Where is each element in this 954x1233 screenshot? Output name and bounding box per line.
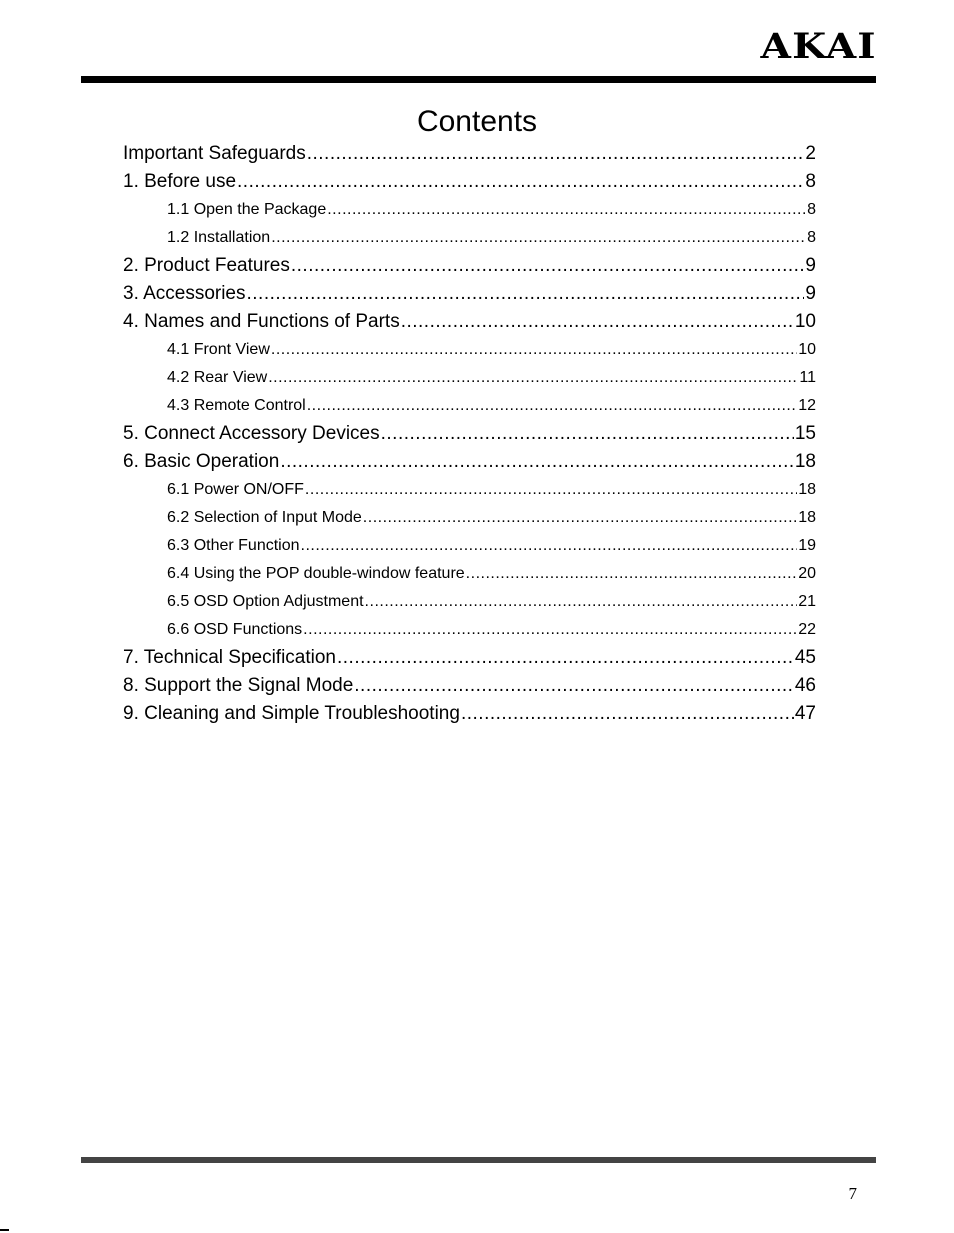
toc-dot-leader: [247, 280, 805, 308]
table-of-contents: [123, 140, 816, 728]
toc-dot-leader: [305, 476, 797, 504]
toc-entry-title: 1.1 Open the Package: [167, 201, 327, 218]
toc-dot-leader: [271, 336, 797, 364]
footer-rule: [81, 1157, 876, 1163]
toc-dot-leader: [301, 532, 798, 560]
toc-entry-page: 22: [798, 621, 816, 638]
page-title: Contents: [416, 105, 538, 138]
toc-entry-title: 1. Before use: [123, 171, 237, 192]
toc-dot-leader: [365, 588, 798, 616]
toc-subentry[interactable]: [123, 476, 816, 504]
page-number: 7: [848, 1184, 857, 1203]
toc-dot-leader: [461, 700, 794, 728]
toc-dot-leader: [466, 560, 798, 588]
toc-entry-page: 10: [798, 341, 816, 358]
toc-entry-title: 4.3 Remote Control: [167, 397, 306, 414]
toc-subentry[interactable]: [123, 504, 816, 532]
toc-subentry[interactable]: [123, 336, 816, 364]
toc-entry[interactable]: [123, 644, 816, 672]
toc-entry-title: 7. Technical Specification: [123, 647, 336, 668]
toc-dot-leader: [271, 224, 806, 252]
toc-dot-leader: [307, 392, 797, 420]
toc-subentry[interactable]: [123, 560, 816, 588]
toc-dot-leader: [354, 672, 794, 700]
toc-entry-page: 21: [798, 593, 816, 610]
toc-entry-title: 4. Names and Functions of Parts: [123, 311, 400, 332]
toc-dot-leader: [303, 616, 797, 644]
toc-entry[interactable]: [123, 168, 816, 196]
toc-dot-leader: [237, 168, 804, 196]
toc-entry-page: 10: [794, 311, 816, 332]
toc-entry-page: 19: [798, 537, 816, 554]
toc-dot-leader: [268, 364, 798, 392]
toc-entry-page: 8: [807, 229, 816, 246]
toc-entry-title: 9. Cleaning and Simple Troubleshooting: [123, 703, 460, 724]
toc-dot-leader: [291, 252, 805, 280]
toc-entry-page: 9: [805, 255, 816, 276]
toc-dot-leader: [307, 140, 805, 168]
toc-entry-page: 11: [799, 369, 816, 386]
toc-subentry[interactable]: [123, 364, 816, 392]
toc-entry[interactable]: [123, 672, 816, 700]
toc-entry-title: 6.6 OSD Functions: [167, 621, 303, 638]
toc-entry-title: 6. Basic Operation: [123, 451, 280, 472]
toc-dot-leader: [401, 308, 794, 336]
toc-dot-leader: [381, 420, 794, 448]
toc-entry-page: 47: [794, 703, 816, 724]
toc-dot-leader: [327, 196, 806, 224]
toc-entry[interactable]: [123, 308, 816, 336]
toc-entry-title: 8. Support the Signal Mode: [123, 675, 354, 696]
toc-dot-leader: [337, 644, 794, 672]
toc-entry-page: 8: [805, 171, 816, 192]
toc-entry[interactable]: [123, 700, 816, 728]
toc-entry-page: 18: [794, 451, 816, 472]
toc-entry-title: 3. Accessories: [123, 283, 246, 304]
corner-mark: [0, 1229, 9, 1231]
toc-entry[interactable]: [123, 420, 816, 448]
toc-dot-leader: [280, 448, 794, 476]
toc-entry-title: 6.5 OSD Option Adjustment: [167, 593, 364, 610]
toc-subentry[interactable]: [123, 588, 816, 616]
toc-subentry[interactable]: [123, 224, 816, 252]
toc-entry-title: 6.2 Selection of Input Mode: [167, 509, 362, 526]
toc-subentry[interactable]: [123, 196, 816, 224]
toc-subentry[interactable]: [123, 532, 816, 560]
toc-entry-page: 46: [794, 675, 816, 696]
toc-entry-page: 9: [805, 283, 816, 304]
toc-entry-title: 6.1 Power ON/OFF: [167, 481, 304, 498]
header-rule: [81, 76, 876, 83]
toc-entry-title: 2. Product Features: [123, 255, 290, 276]
toc-entry-title: 5. Connect Accessory Devices: [123, 423, 380, 444]
toc-entry[interactable]: [123, 448, 816, 476]
toc-entry[interactable]: [123, 140, 816, 168]
toc-entry-page: 15: [794, 423, 816, 444]
toc-entry-page: 18: [798, 509, 816, 526]
toc-entry-page: 8: [807, 201, 816, 218]
toc-entry-title: 4.1 Front View: [167, 341, 270, 358]
toc-entry-page: 2: [805, 143, 816, 164]
brand-logo: AKAI: [760, 26, 877, 67]
toc-entry[interactable]: [123, 252, 816, 280]
toc-entry[interactable]: [123, 280, 816, 308]
toc-entry-page: 18: [798, 481, 816, 498]
toc-entry-title: Important Safeguards: [123, 143, 306, 164]
toc-entry-title: 6.3 Other Function: [167, 537, 300, 554]
toc-entry-page: 20: [798, 565, 816, 582]
toc-entry-page: 12: [798, 397, 816, 414]
toc-entry-title: 6.4 Using the POP double-window feature: [167, 565, 465, 582]
toc-entry-title: 4.2 Rear View: [167, 369, 268, 386]
toc-subentry[interactable]: [123, 392, 816, 420]
toc-entry-page: 45: [794, 647, 816, 668]
toc-subentry[interactable]: [123, 616, 816, 644]
toc-entry-title: 1.2 Installation: [167, 229, 271, 246]
toc-dot-leader: [363, 504, 797, 532]
